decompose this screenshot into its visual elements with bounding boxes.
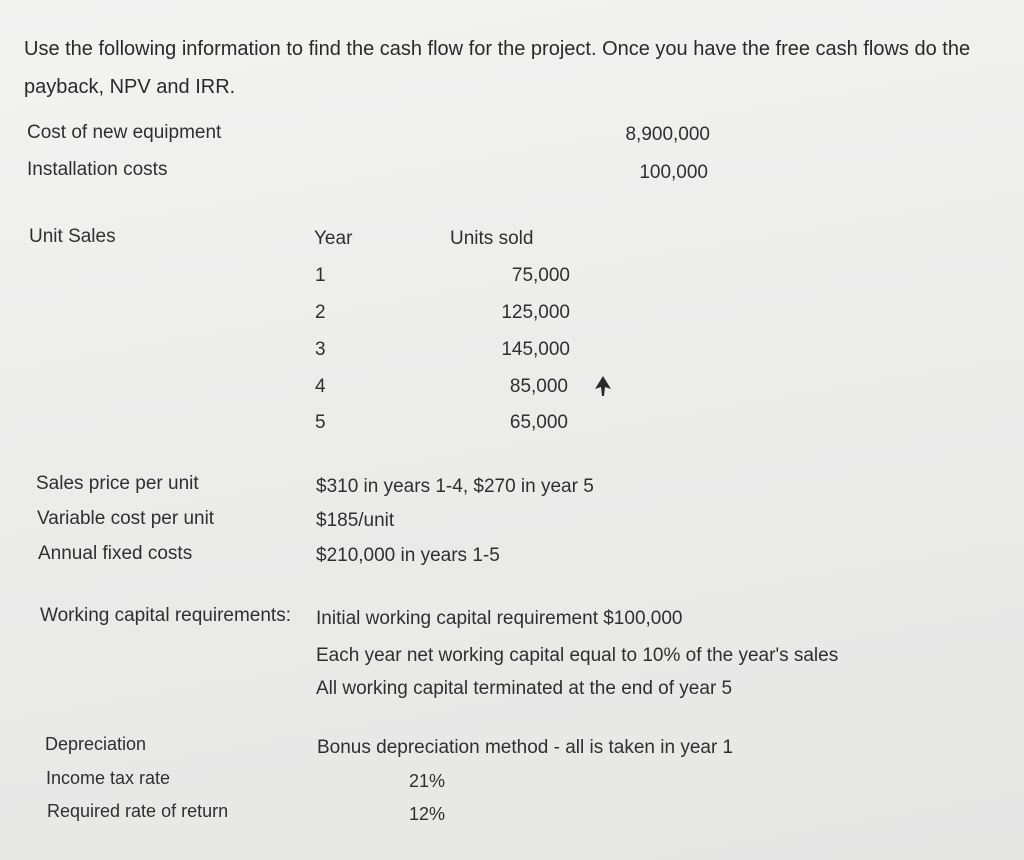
tax-rate-value: 21% (409, 771, 446, 791)
unit-sales-label: Unit Sales (29, 226, 116, 247)
fixed-costs-label: Annual fixed costs (38, 543, 193, 564)
year-cell: 4 (315, 376, 326, 397)
units-cell: 65,000 (509, 412, 568, 433)
instructions-line-2: payback, NPV and IRR. (24, 76, 236, 98)
year-cell: 1 (315, 265, 326, 286)
units-cell: 75,000 (511, 265, 570, 286)
tax-rate-label: Income tax rate (46, 768, 171, 788)
working-capital-line-1: Initial working capital requirement $100,000 (316, 608, 683, 629)
instructions-paragraph (24, 30, 1014, 106)
depreciation-label: Depreciation (45, 734, 147, 754)
units-cell: 145,000 (501, 339, 570, 360)
installation-cost-label: Installation costs (27, 159, 168, 180)
units-cell: 125,000 (501, 302, 570, 323)
equipment-cost-value: 8,900,000 (625, 124, 710, 145)
depreciation-value: Bonus depreciation method - all is taken in year 1 (317, 737, 734, 758)
year-cell: 5 (315, 412, 326, 433)
year-cell: 2 (315, 302, 326, 323)
instructions-line-1: Use the following information to find the cash flow for the project. Once you have the free cash flows do the (24, 38, 971, 60)
units-sold-header: Units sold (450, 228, 534, 249)
sales-price-label: Sales price per unit (36, 473, 199, 494)
installation-cost-value: 100,000 (639, 162, 708, 183)
working-capital-line-2: Each year net working capital equal to 10% of the year's sales (316, 645, 839, 666)
year-header: Year (314, 228, 353, 249)
required-return-value: 12% (409, 804, 446, 824)
sales-price-value: $310 in years 1-4, $270 in year 5 (316, 476, 594, 497)
required-return-label: Required rate of return (47, 801, 229, 821)
fixed-costs-value: $210,000 in years 1-5 (316, 545, 500, 566)
working-capital-line-3: All working capital terminated at the end of year 5 (316, 678, 733, 699)
variable-cost-value: $185/unit (316, 510, 395, 531)
variable-cost-label: Variable cost per unit (37, 508, 215, 529)
mouse-cursor-icon (594, 375, 612, 397)
year-cell: 3 (315, 339, 326, 360)
working-capital-label: Working capital requirements: (40, 605, 291, 626)
equipment-cost-label: Cost of new equipment (27, 122, 222, 143)
units-cell: 85,000 (509, 376, 568, 397)
